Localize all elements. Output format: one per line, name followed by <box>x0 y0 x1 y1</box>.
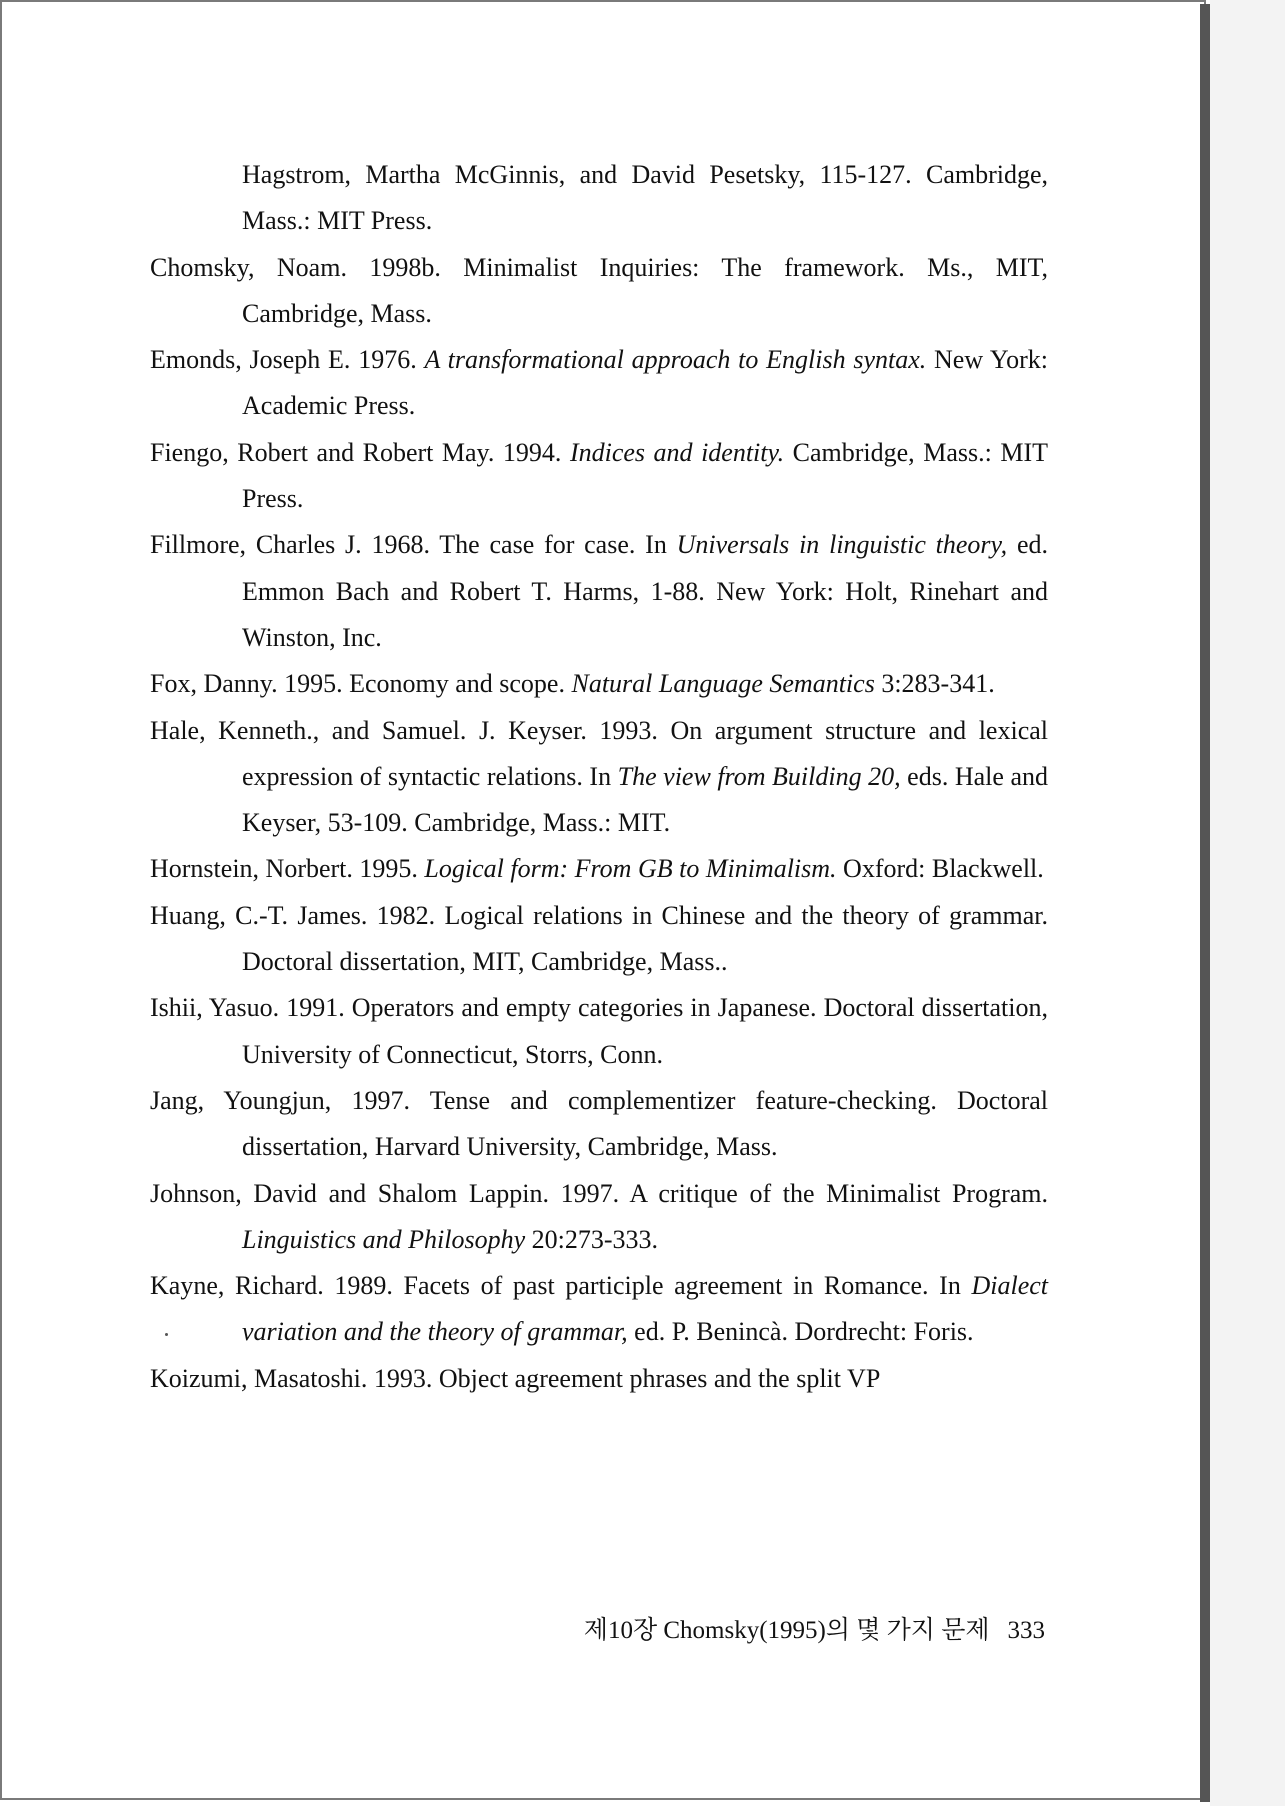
reference-text: Huang, C.-T. James. 1982. Logical relations in Chinese and the theory of grammar. Doctoral dissertation, MIT, Cambridge, Mass.. <box>150 900 1048 977</box>
reference-entry <box>150 152 1048 245</box>
reference-text: Cambridge, Mass.: MIT Press. <box>242 437 1049 514</box>
reference-title-italic: Dialect variation and the theory of grammar, <box>242 1271 1048 1347</box>
reference-entry <box>150 1356 1048 1402</box>
reference-entry <box>150 893 1048 986</box>
reference-title-italic: The view from Building 20, <box>617 761 901 791</box>
reference-text: 20:273-333. <box>525 1224 659 1254</box>
reference-text: Emonds, Joseph E. 1976. <box>150 345 425 375</box>
reference-entry <box>150 1078 1048 1171</box>
page-footer <box>584 1610 1045 1646</box>
reference-title-italic: A transformational approach to English syntax. <box>424 345 927 375</box>
reference-text: Fox, Danny. 1995. Economy and scope. <box>150 669 572 699</box>
reference-title-italic: Indices and identity. <box>569 437 785 467</box>
reference-title-italic: Natural Language Semantics <box>571 669 875 699</box>
viewer-background <box>1210 0 1285 1806</box>
reference-text: Hagstrom, Martha McGinnis, and David Pesetsky, 115-127. Cambridge, Mass.: MIT Press. <box>242 160 1048 236</box>
reference-entry <box>150 661 1048 707</box>
reference-entry <box>150 708 1048 847</box>
reference-entry <box>150 1171 1048 1264</box>
reference-text: Fillmore, Charles J. 1968. The case for case. In <box>150 530 677 560</box>
reference-text: Johnson, David and Shalom Lappin. 1997. A critique of the Minimalist Program. <box>150 1178 1048 1208</box>
reference-title-italic: Linguistics and Philosophy <box>242 1224 526 1254</box>
reference-text: Oxford: Blackwell. <box>836 854 1044 884</box>
reference-entry <box>150 1263 1048 1356</box>
reference-entry <box>150 985 1048 1078</box>
running-head: 제10장 Chomsky(1995)의 몇 가지 문제 <box>583 1617 990 1644</box>
scan-speck <box>165 1333 168 1336</box>
reference-text: ed. P. Benincà. Dordrecht: Foris. <box>627 1317 974 1347</box>
reference-text: Koizumi, Masatoshi. 1993. Object agreement phrases and the split VP <box>150 1363 881 1393</box>
reference-text: Fiengo, Robert and Robert May. 1994. <box>150 437 570 467</box>
reference-text: Jang, Youngjun, 1997. Tense and complementizer feature-checking. Doctoral dissertation, Harvard University, Cambridge, Mass. <box>150 1085 1048 1162</box>
reference-list <box>150 152 1048 1402</box>
reference-title-italic: Logical form: From GB to Minimalism. <box>424 854 837 884</box>
reference-text: New York: Academic Press. <box>242 345 1048 421</box>
reference-entry <box>150 337 1048 430</box>
reference-text: Hornstein, Norbert. 1995. <box>150 854 425 884</box>
page-number: 333 <box>1007 1617 1045 1644</box>
reference-text: 3:283-341. <box>874 669 995 699</box>
reference-text: eds. Hale and Keyser, 53-109. Cambridge, Mass.: MIT. <box>242 761 1049 838</box>
reference-text: Chomsky, Noam. 1998b. Minimalist Inquiries: The framework. Ms., MIT, Cambridge, Mass. <box>150 252 1048 328</box>
reference-entry <box>150 846 1048 892</box>
reference-text: Ishii, Yasuo. 1991. Operators and empty categories in Japanese. Doctoral dissertation, University of Connecticut, Storrs, Conn. <box>150 993 1048 1069</box>
reference-text: Kayne, Richard. 1989. Facets of past participle agreement in Romance. In <box>150 1271 972 1301</box>
reference-text: ed. Emmon Bach and Robert T. Harms, 1-88. New York: Holt, Rinehart and Winston, Inc. <box>242 530 1048 652</box>
page-edge-shadow <box>1200 4 1210 1802</box>
reference-text: Hale, Kenneth., and Samuel. J. Keyser. 1993. On argument structure and lexical expression of syntactic relations. In <box>150 715 1048 791</box>
reference-title-italic: Universals in linguistic theory, <box>676 530 1008 560</box>
reference-entry <box>150 430 1048 523</box>
reference-entry <box>150 245 1048 338</box>
reference-entry <box>150 522 1048 661</box>
